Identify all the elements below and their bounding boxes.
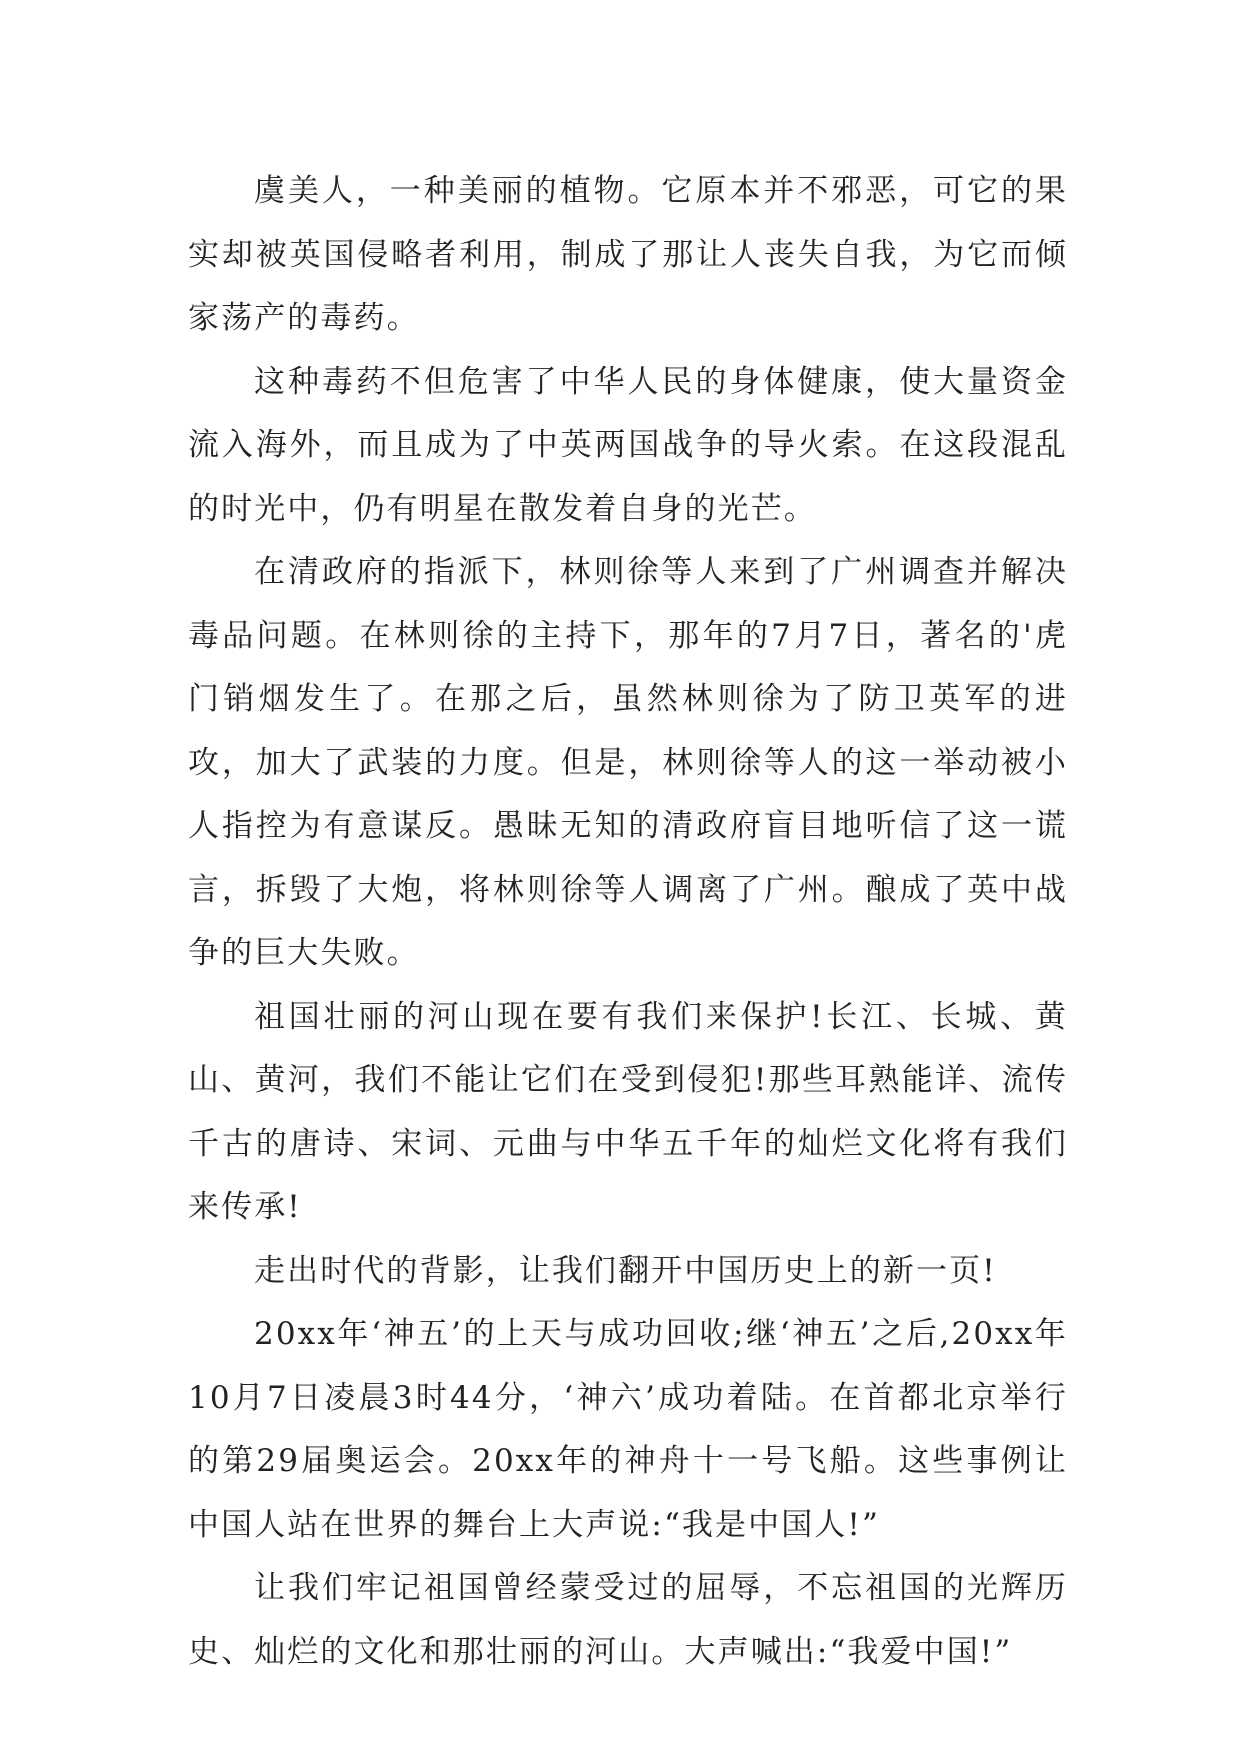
paragraph: 让我们牢记祖国曾经蒙受过的屈辱，不忘祖国的光辉历史、灿烂的文化和那壮丽的河山。大声喊出:“我爱中国!”	[188, 1570, 1068, 1670]
document-body	[188, 160, 1068, 1684]
paragraph: 虞美人，一种美丽的植物。它原本并不邪恶，可它的果实却被英国侵略者利用，制成了那让人丧失自我，为它而倾家荡产的毒药。	[188, 173, 1068, 336]
paragraph: 在清政府的指派下，林则徐等人来到了广州调查并解决毒品问题。在林则徐的主持下，那年的7月7日，著名的'虎门销烟发生了。在那之后，虽然林则徐为了防卫英军的进攻，加大了武装的力度。但是，林则徐等人的这一举动被小人指控为有意谋反。愚昧无知的清政府盲目地听信了这一谎言，拆毁了大炮，将林则徐等人调离了广州。酿成了英中战争的巨大失败。	[188, 554, 1068, 971]
paragraph: 走出时代的背影，让我们翻开中国历史上的新一页!	[254, 1252, 997, 1289]
paragraph: 20xx年‘神五’的上天与成功回收;继‘神五’之后,20xx年10月7日凌晨3时44分，‘神六’成功着陆。在首都北京举行的第29届奥运会。20xx年的神舟十一号飞船。这些事例让中国人站在世界的舞台上大声说:“我是中国人!”	[188, 1316, 1068, 1543]
paragraph: 祖国壮丽的河山现在要有我们来保护!长江、长城、黄山、黄河，我们不能让它们在受到侵犯!那些耳熟能详、流传千古的唐诗、宋词、元曲与中华五千年的灿烂文化将有我们来传承!	[188, 998, 1068, 1225]
paragraph: 这种毒药不但危害了中华人民的身体健康，使大量资金流入海外，而且成为了中英两国战争的导火索。在这段混乱的时光中，仍有明星在散发着自身的光芒。	[188, 363, 1068, 527]
